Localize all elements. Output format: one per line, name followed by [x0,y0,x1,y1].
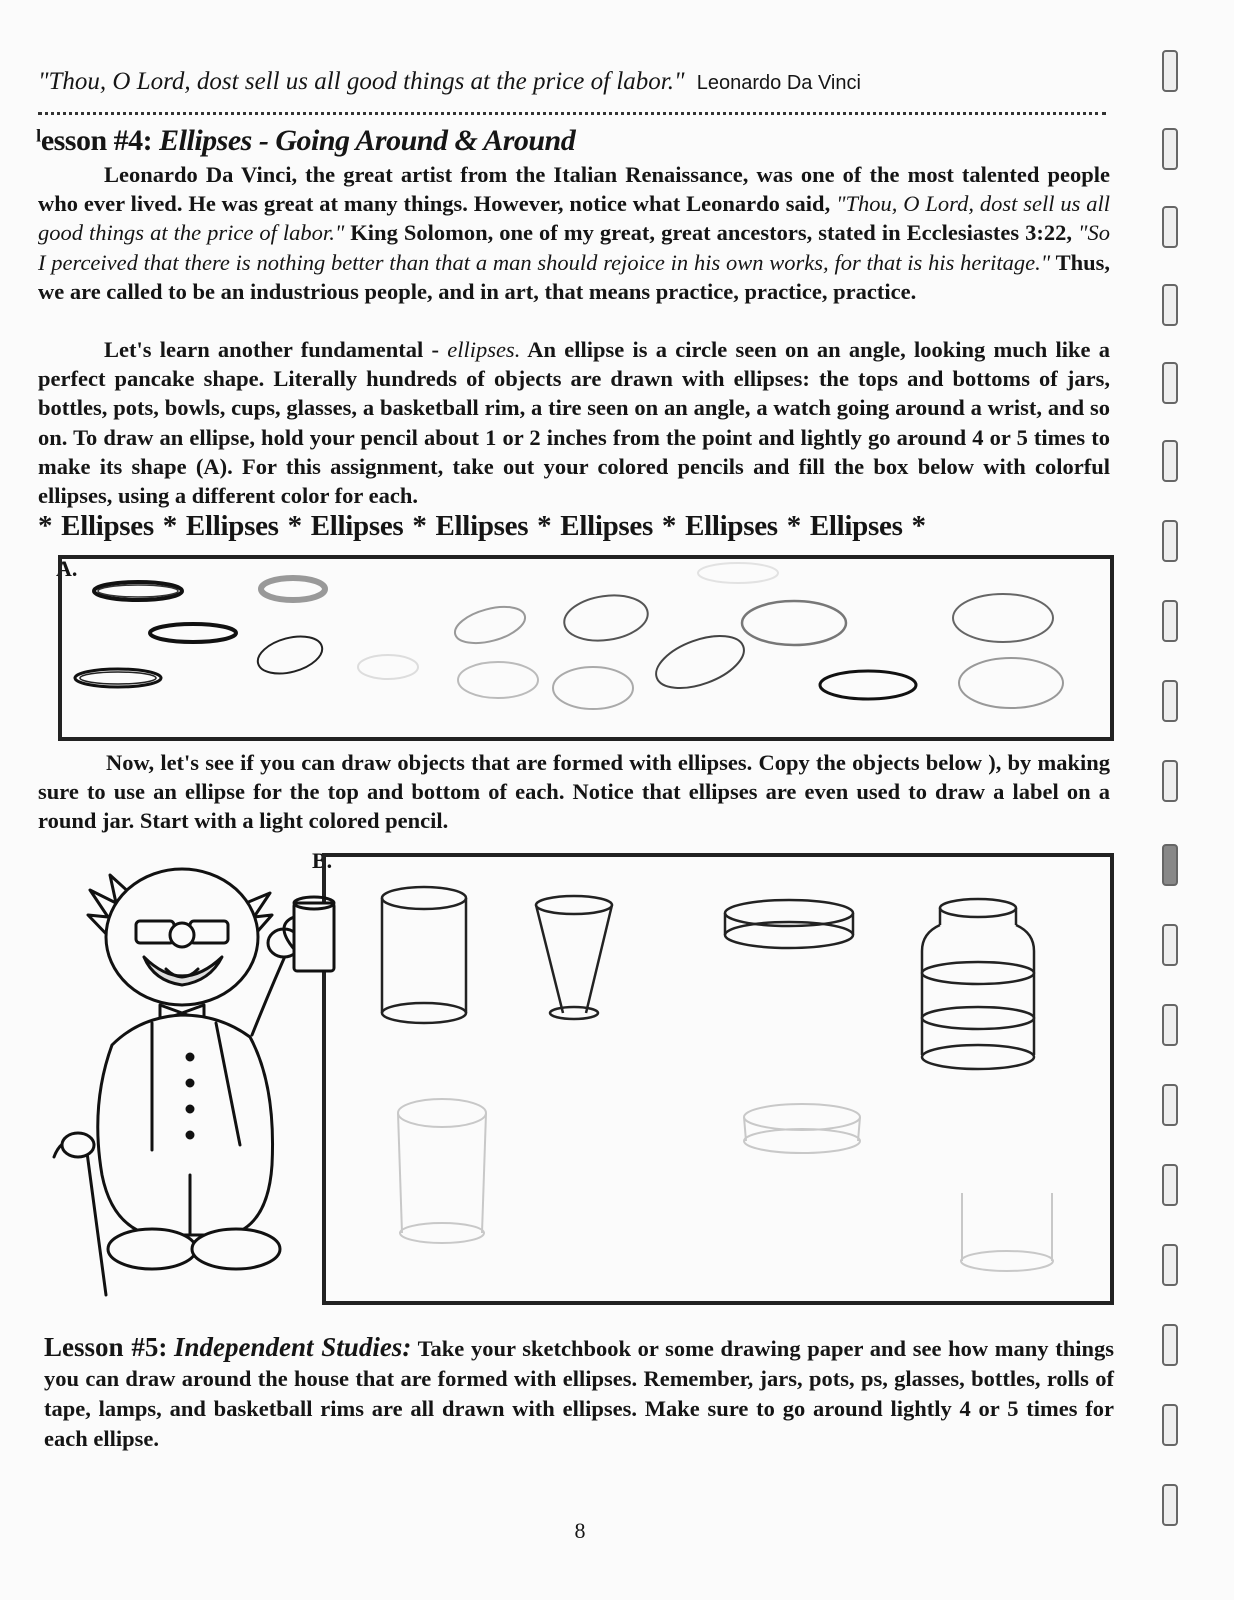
lesson-5-paragraph [44,1332,1114,1454]
lesson-4-title: Ellipses - Going Around & Around [159,124,576,157]
lesson-4-number: ˡesson #4: [36,124,153,157]
p2-text-a: Let's learn another fundamental - [104,337,448,362]
dotted-divider [38,112,1106,115]
quote-author: Leonardo Da Vinci [696,72,861,94]
binder-hole [1162,520,1178,562]
binder-hole [1162,440,1178,482]
binder-hole [1162,128,1178,170]
lesson-5-text: Take your sketchbook or some drawing paper and see how many things you can draw around the house that are formed with ellipses. Remember, jars, pots, ps, glasses, bottles, rolls of tape, lamps, and basketball rims are all drawn with ellipses. Make sure to go around lightly 4 or 5 times for each ellipse. [44,1336,1114,1451]
lesson-4-paragraph-1 [38,160,1110,306]
lesson-4-heading [36,124,575,158]
binder-hole [1162,284,1178,326]
p1-text-c: King Solomon, one of my great, great ancestors, stated in Ecclesiastes 3:22, [344,220,1079,246]
binder-hole [1162,50,1178,92]
box-a-label: A. [56,556,78,581]
binder-hole [1162,1004,1178,1046]
binder-hole [1162,1324,1178,1366]
quote-text: "Thou, O Lord, dost sell us all good things at the price of labor." [38,68,685,95]
ellipses-banner: * Ellipses * Ellipses * Ellipses * Ellipses * Ellipses * Ellipses * Ellipses * [38,510,926,542]
object-sketch-icon [322,853,1114,1305]
box-b-label: B. [312,848,333,873]
binder-hole [1162,1164,1178,1206]
page-number: 8 [574,1518,586,1543]
binder-hole [1162,600,1178,642]
binder-hole [1162,362,1178,404]
lesson-5-heading: Lesson #5: [44,1332,168,1362]
binder-hole [1162,680,1178,722]
p2-ellipses-term: ellipses. [447,337,521,362]
lesson-5-title: Independent Studies: [173,1332,412,1362]
ellipse-sketch-icon [58,555,1114,741]
p1-text-e: Thus, we are called to be an industrious people, and in art, that means practice, practice, practice. [38,249,1111,304]
binder-hole [1162,924,1178,966]
p1-text-a: Leonardo Da Vinci, the great artist from the Italian Renaissance, was one of the most talented people who ever lived. He was great at many things. However, notice what Leonardo said, [38,162,1110,217]
p2-text-c: An ellipse is a circle seen on an angle, looking much like a perfect pancake shape. Literally hundreds of objects are drawn with ellipses: the tops and bottoms of jars, bottles, pots, bowls, cups, glasses, a basketball rim, a tire seen on an angle, a watch going around a wrist, and so on. To draw an ellipse, hold your pencil about 1 or 2 inches from the point and lightly go around 4 or 5 times to make its shape (A). For this assignment, take out your colored pencils and fill the box below with colorful ellipses, using a different color for each. [38,337,1110,509]
binder-hole [1162,1484,1178,1526]
cartoon-artist-with-mug-icon [40,845,340,1305]
opening-quote [38,68,861,96]
p1-quote-davinci: "Thou, O Lord, dost sell us all good things at the price of labor." [38,191,1110,246]
binder-hole [1162,844,1178,886]
binder-hole [1162,1404,1178,1446]
lesson-4-paragraph-2 [38,335,1110,510]
binder-hole [1162,760,1178,802]
binder-hole [1162,1084,1178,1126]
p1-quote-ecclesiastes: "So I perceived that there is nothing better than that a man should rejoice in his own works, for that is his heritage." [38,220,1110,275]
binder-hole [1162,1244,1178,1286]
binder-hole [1162,206,1178,248]
lesson-4-paragraph-3: Now, let's see if you can draw objects that are formed with ellipses. Copy the objects below ), by making sure to use an ellipse for the top and bottom of each. Notice that ellipses are even used to draw a label on a round jar. Start with a light colored pencil. [38,750,1110,834]
